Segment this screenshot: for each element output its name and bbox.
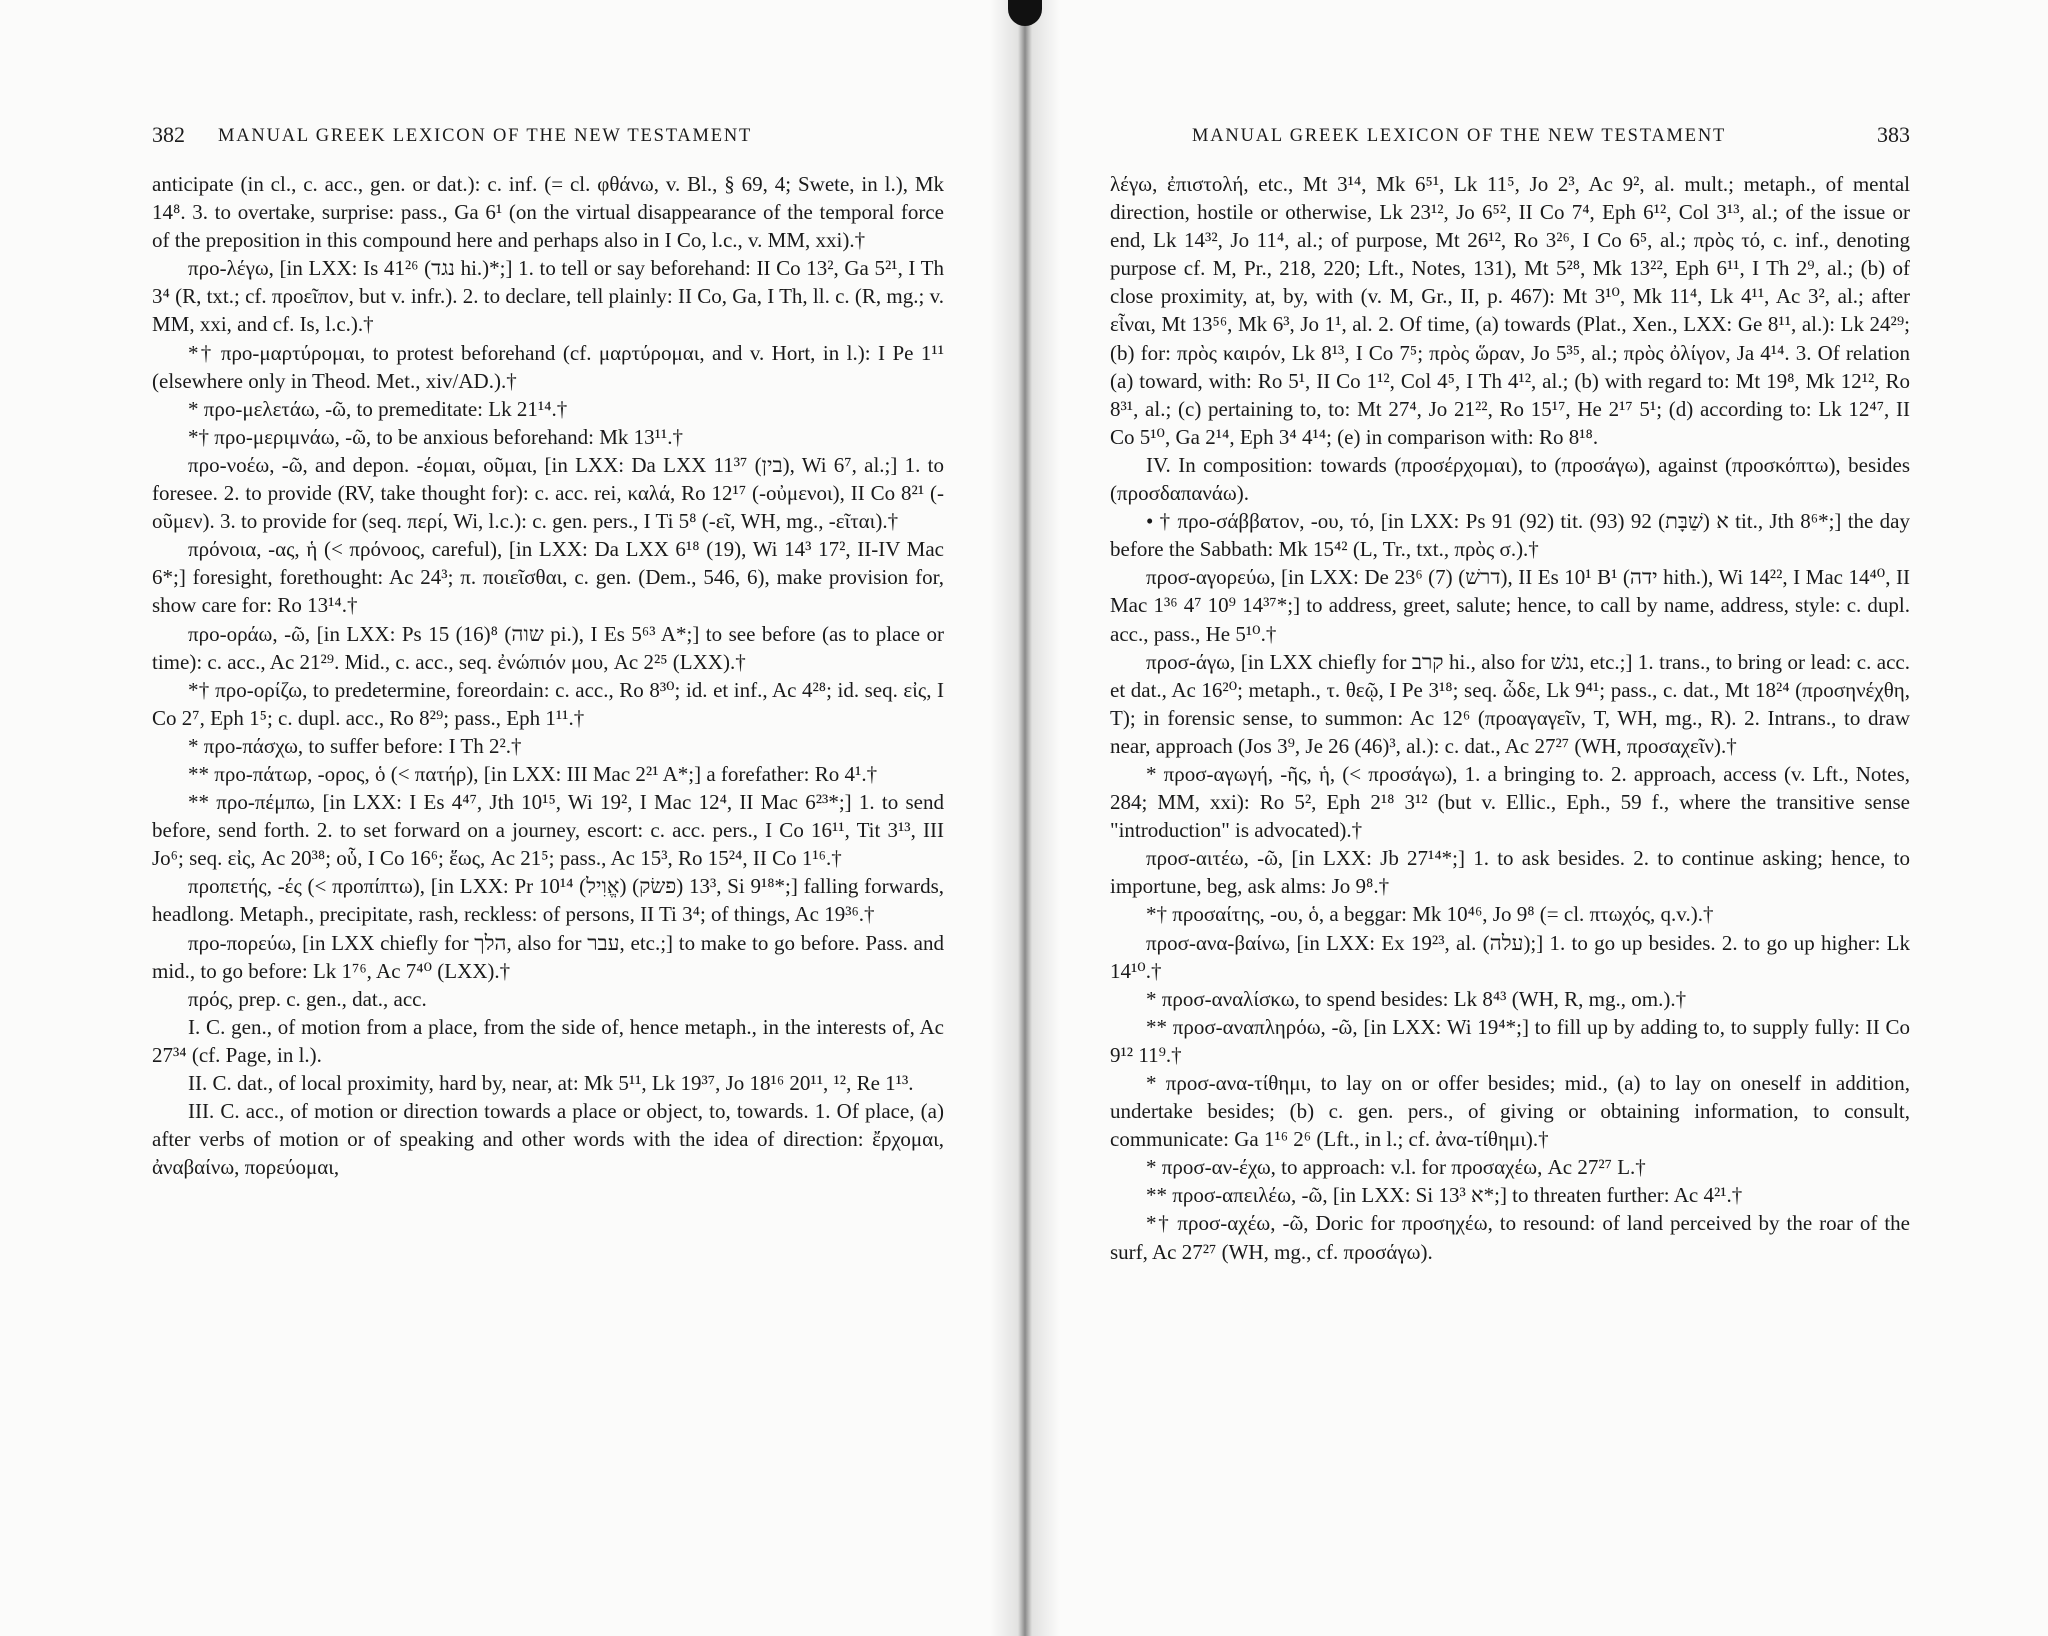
lexicon-entry: προσ-ανα-βαίνω, [in LXX: Ex 19²³, al. (עלה);] 1. to go up besides. 2. to go up higher: Lk 14¹⁰.†: [1110, 930, 1910, 983]
lexicon-entry: * προσ-αγωγή, -ῆς, ἡ, (< προσάγω), 1. a bringing to. 2. approach, access (v. Lft., Notes, 284; MM, xxi): Ro 5², Eph 2¹⁸ 3¹² (but v. Ellic., Eph., 59 f., where the transitive sense "introduction" is advocated).†: [1110, 761, 1910, 843]
right-page-body: [1110, 170, 1910, 1266]
lexicon-section: III. C. acc., of motion or direction towards a place or object, to, towards. 1. Of place, (a) after verbs of motion or of speaking and other words with the idea of direction: ἔρχομαι, ἀναβαίνω, πορεύομαι,: [152, 1099, 944, 1180]
right-page: [1024, 0, 2048, 1636]
right-paragraph: λέγω, ἐπιστολή, etc., Mt 3¹⁴, Mk 6⁵¹, Lk 11⁵, Jo 2³, Ac 9², al. mult.; metaph., of mental direction, hostile or otherwise, Lk 23¹², Jo 6⁵², II Co 7⁴, Eph 6¹², Col 3¹³, al.; of the issue or end, Lk 14³², Jo 11⁴, al.; of purpose, Mt 26¹², Ro 3²⁶, I Co 6⁵, al.; πρὸς τό, c. inf., denoting purpose cf. M, Pr., 218, 220; Lft., Notes, 131), Mt 5²⁸, Mk 13²², Eph 6¹¹, I Th 2⁹, al.; (b) of close proximity, at, by, with (v. M, Gr., II, p. 467): Mt 3¹⁰, Mk 11⁴, Lk 4¹¹, Ac 3², al.; after εἶναι, Mt 13⁵⁶, Mk 6³, Jo 1¹, al. 2. Of time, (a) towards (Plat., Xen., LXX: Ge 8¹¹, al.): Lk 24²⁹; (b) for: πρὸς καιρόν, Lk 8¹³, I Co 7⁵; πρὸς ὥραν, Jo 5³⁵, al.; πρὸς ὀλίγον, Ja 4¹⁴. 3. Of relation (a) toward, with: Ro 5¹, II Co 1¹², Col 4⁵, I Th 4¹², al.; (b) with regard to: Mt 19⁸, Mk 12¹², Ro 8³¹, al.; (c) pertaining to, to: Mt 27⁴, Jo 21²², Ro 15¹⁷, He 2¹⁷ 5¹; (d) according to: Lk 12⁴⁷, II Co 5¹⁰, Ga 2¹⁴, Eph 3⁴ 4¹⁴; (e) in comparison with: Ro 8¹⁸.: [1110, 172, 1910, 449]
left-running-head: MANUAL GREEK LEXICON OF THE NEW TESTAMENT: [218, 126, 753, 146]
lexicon-entry: προσ-αγορεύω, [in LXX: De 23⁶ (7) (דרשׁ), II Es 10¹ B¹ (ידה hith.), Wi 14²², I Mac 14⁴⁰, II Mac 1³⁶ 4⁷ 10⁹ 14³⁷*;] to address, greet, salute; hence, to call by name, address, style: c. dupl. acc., pass., He 5¹⁰.†: [1110, 565, 1910, 646]
lexicon-entry: * προσ-αναλίσκω, to spend besides: Lk 8⁴³ (WH, R, mg., om.).†: [1146, 986, 1687, 1011]
lexicon-entry: * προ-πάσχω, to suffer before: I Th 2².†: [188, 733, 522, 758]
lexicon-entry: προσ-αιτέω, -ῶ, [in LXX: Jb 27¹⁴*;] 1. to ask besides. 2. to continue asking; hence, to importune, beg, ask alms: Jo 9⁸.†: [1110, 846, 1910, 899]
left-page-number: 382: [152, 122, 185, 147]
lexicon-section: I. C. gen., of motion from a place, from the side of, hence metaph., in the interests of, Ac 27³⁴ (cf. Page, in l.).: [152, 1014, 944, 1067]
lexicon-section: IV. In composition: towards (προσέρχομαι), to (προσάγω), against (προσκόπτω), besides (προσδαπανάω).: [1110, 452, 1910, 506]
left-page-body: [152, 170, 944, 1181]
lexicon-entry: πρός, prep. c. gen., dat., acc.: [188, 986, 427, 1011]
lexicon-entry: ** προσ-απειλέω, -ῶ, [in LXX: Si 13³ א*;] to threaten further: Ac 4²¹.†: [1146, 1183, 1743, 1208]
lexicon-entry: προ-λέγω, [in LXX: Is 41²⁶ (נגד hi.)*;] 1. to tell or say beforehand: II Co 13², Ga 5²¹, I Th 3⁴ (R, txt.; cf. προεῖπον, but v. infr.). 2. to declare, tell plainly: II Co, Ga, I Th, ll. c. (R, mg.; v. MM, xxi, and cf. Is, l.c.).†: [152, 256, 944, 337]
lexicon-entry: προ-οράω, -ῶ, [in LXX: Ps 15 (16)⁸ (שוה pi.), I Es 5⁶³ A*;] to see before (as to place or time): c. acc., Ac 21²⁹. Mid., c. acc., seq. ἐνώπιόν μου, Ac 2²⁵ (LXX).†: [152, 621, 944, 674]
lexicon-entry: * προσ-ανα-τίθημι, to lay on or offer besides; mid., (a) to lay on oneself in addition, undertake besides; (b) c. gen. pers., of giving or obtaining information, to consult, communicate: Ga 1¹⁶ 2⁶ (Lft., in l.; cf. ἀνα-τίθημι).†: [1110, 1071, 1910, 1152]
lexicon-entry: προ-πορεύω, [in LXX chiefly for הלך, also for עבר, etc.;] to make to go before. Pass. and mid., to go before: Lk 1⁷⁶, Ac 7⁴⁰ (LXX).†: [152, 930, 944, 983]
left-paragraph: anticipate (in cl., c. acc., gen. or dat.): c. inf. (= cl. φθάνω, v. Bl., § 69, 4; Swete, in l.), Mk 14⁸. 3. to overtake, surprise: pass., Ga 6¹ (on the virtual disappearance of the temporal force of the preposition in this compound here and perhaps also in I Co, l.c., v. MM, xxi).†: [152, 172, 944, 253]
lexicon-entry: *† προσαίτης, -ου, ὁ, a beggar: Mk 10⁴⁶, Jo 9⁸ (= cl. πτωχός, q.v.).†: [1146, 902, 1714, 927]
lexicon-section: II. C. dat., of local proximity, hard by, near, at: Mk 5¹¹, Lk 19³⁷, Jo 18¹⁶ 20¹¹, ¹², Re 1¹³.: [188, 1071, 914, 1095]
lexicon-entry: *† προσ-αχέω, -ῶ, Doric for προσηχέω, to resound: of land perceived by the roar of the surf, Ac 27²⁷ (WH, mg., cf. προσάγω).: [1110, 1211, 1910, 1264]
right-running-head: MANUAL GREEK LEXICON OF THE NEW TESTAMENT: [1192, 126, 1727, 146]
lexicon-entry: ** προσ-αναπληρόω, -ῶ, [in LXX: Wi 19⁴*;] to fill up by adding to, to supply fully: II Co 9¹² 11⁹.†: [1110, 1014, 1910, 1067]
lexicon-entry: *† προ-μεριμνάω, -ῶ, to be anxious beforehand: Mk 13¹¹.†: [188, 424, 683, 449]
lexicon-entry: προπετής, -ές (< προπίπτω), [in LXX: Pr 10¹⁴ (אֱוִיל) 13³ (פשׂק), Si 9¹⁸*;] falling forwards, headlong. Metaph., precipitate, rash, reckless: of persons, II Ti 3⁴; of things, Ac 19³⁶.†: [152, 874, 944, 927]
lexicon-entry: προσ-άγω, [in LXX chiefly for קרב hi., also for נגשׁ, etc.;] 1. trans., to bring or lead: c. acc. et dat., Ac 16²⁰; metaph., τ. θεῷ, I Pe 3¹⁸; seq. ὧδε, Lk 9⁴¹; pass., c. dat., Mt 18²⁴ (προσηνέχθη, T); in forensic sense, to summon: Ac 12⁶ (προαγαγεῖν, T, WH, mg., R). 2. Intrans., to draw near, approach (Jos 3⁹, Je 26 (46)³, al.): c. dat., Ac 27²⁷ (WH, προσαχεῖν).†: [1110, 649, 1911, 758]
lexicon-entry: προ-νοέω, -ῶ, and depon. -έομαι, οῦμαι, [in LXX: Da LXX 11³⁷ (בין), Wi 6⁷, al.;] 1. to foresee. 2. to provide (RV, take thought for): c. acc. rei, καλά, Ro 12¹⁷ (-οὐμενοι), II Co 8²¹ (-οῦμεν). 3. to provide for (seq. περί, Wi, l.c.): c. gen. pers., I Ti 5⁸ (-εῖ, WH, mg., -εῖται).†: [152, 452, 944, 534]
lexicon-entry: πρόνοια, -ας, ἡ (< πρόνοος, careful), [in LXX: Da LXX 6¹⁸ (19), Wi 14³ 17², II-IV Mac 6*;] foresight, forethought: Ac 24³; π. ποιεῖσθαι, c. gen. (Dem., 546, 6), make provision for, show care for: Ro 13¹⁴.†: [152, 537, 944, 618]
lexicon-entry: *† προ-ορίζω, to predetermine, foreordain: c. acc., Ro 8³⁰; id. et inf., Ac 4²⁸; id. seq. εἰς, I Co 2⁷, Eph 1⁵; c. dupl. acc., Ro 8²⁹; pass., Eph 1¹¹.†: [152, 677, 944, 730]
lexicon-entry: ** προ-πάτωρ, -ορος, ὁ (< πατήρ), [in LXX: III Mac 2²¹ A*;] a forefather: Ro 4¹.†: [188, 761, 878, 786]
lexicon-entry: ** προ-πέμπω, [in LXX: I Es 4⁴⁷, Jth 10¹⁵, Wi 19², I Mac 12⁴, II Mac 6²³*;] 1. to send before, send forth. 2. to set forward on a journey, escort: c. acc. pers., I Co 16¹¹, Tit 3¹³, III Jo⁶; seq. εἰς, Ac 20³⁸; οὗ, I Co 16⁶; ἕως, Ac 21⁵; pass., Ac 15³, Ro 15²⁴, II Co 1¹⁶.†: [152, 790, 944, 871]
book-gutter: [990, 0, 1060, 1636]
lexicon-entry: * προ-μελετάω, -ῶ, to premeditate: Lk 21¹⁴.†: [188, 396, 568, 421]
right-page-number: 383: [1877, 122, 1910, 147]
lexicon-entry: *† προ-μαρτύρομαι, to protest beforehand (cf. μαρτύρομαι, and v. Hort, in l.): I Pe 1¹¹ (elsewhere only in Theod. Met., xiv/AD.).†: [152, 340, 944, 393]
lexicon-entry: • † προ-σάββατον, -ου, τό, [in LXX: Ps 91 (92) tit. א (שַׁבָּת) 92 (93) tit., Jth 8⁶*;] the day before the Sabbath: Mk 15⁴² (L, Tr., txt., πρὸς σ.).†: [1110, 509, 1910, 562]
lexicon-entry: * προσ-αν-έχω, to approach: v.l. for προσαχέω, Ac 27²⁷ L.†: [1146, 1155, 1646, 1180]
